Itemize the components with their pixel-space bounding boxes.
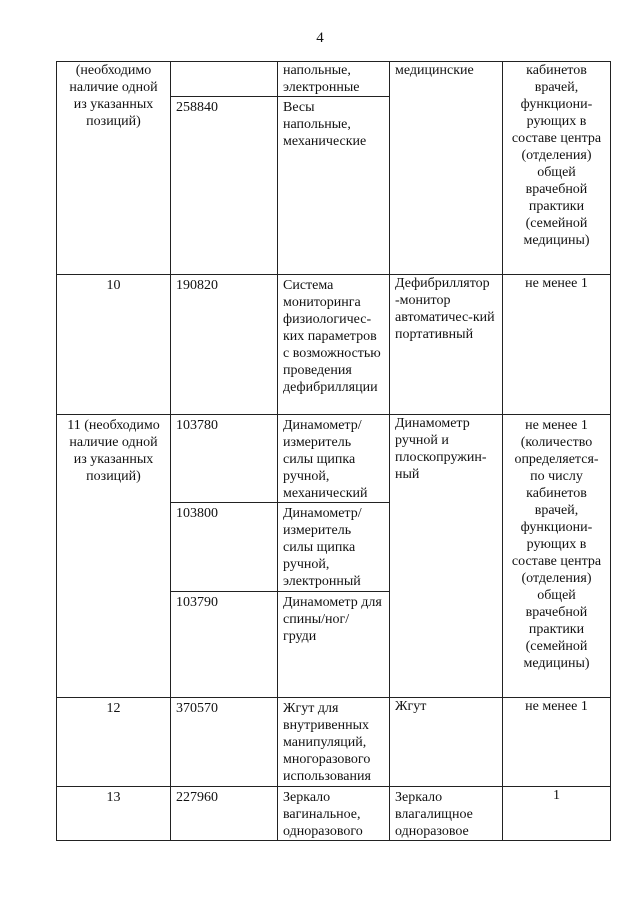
row-number-cell: 10 <box>57 275 171 415</box>
name-cell: Динамометр/ измеритель силы щипка ручной, электронный <box>278 503 390 592</box>
table-row <box>57 62 611 97</box>
code-cell: 258840 <box>171 97 278 275</box>
code-cell: 227960 <box>171 787 278 841</box>
equipment-table <box>56 61 611 841</box>
code-cell: 103790 <box>171 592 278 698</box>
type-cell: Жгут <box>390 698 503 787</box>
quantity-cell: кабинетов врачей, функциони-рующих в составе центра (отделения) общей врачебной практики (семейной медицины) <box>503 62 611 275</box>
name-cell: Система мониторинга физиологичес-ких параметров с возможностью проведения дефибрилляции <box>278 275 390 415</box>
code-cell <box>171 62 278 97</box>
row-number-cell: (необходимо наличие одной из указанных позиций) <box>57 62 171 275</box>
code-cell: 190820 <box>171 275 278 415</box>
code-cell: 103800 <box>171 503 278 592</box>
name-cell: напольные, электронные <box>278 62 390 97</box>
name-cell: Весы напольные, механические <box>278 97 390 275</box>
code-cell: 103780 <box>171 415 278 503</box>
row-number-cell: 12 <box>57 698 171 787</box>
type-cell: Динамометр ручной и плоскопружин-ный <box>390 415 503 698</box>
row-number-cell: 11 (необходимо наличие одной из указанных позиций) <box>57 415 171 698</box>
table-row <box>57 275 611 415</box>
name-cell: Зеркало вагинальное, одноразового <box>278 787 390 841</box>
row-number-cell: 13 <box>57 787 171 841</box>
type-cell: Зеркало влагалищное одноразовое <box>390 787 503 841</box>
quantity-cell: не менее 1 <box>503 698 611 787</box>
table-row <box>57 415 611 503</box>
type-cell: медицинские <box>390 62 503 275</box>
quantity-cell: 1 <box>503 787 611 841</box>
quantity-cell: не менее 1 <box>503 275 611 415</box>
name-cell: Жгут для внутривенных манипуляций, многоразового использования <box>278 698 390 787</box>
page-number: 4 <box>316 30 324 46</box>
code-cell: 370570 <box>171 698 278 787</box>
type-cell: Дефибриллятор -монитор автоматичес-кий портативный <box>390 275 503 415</box>
name-cell: Динамометр для спины/ног/ груди <box>278 592 390 698</box>
table-row <box>57 698 611 787</box>
name-cell: Динамометр/ измеритель силы щипка ручной, механический <box>278 415 390 503</box>
table-row <box>57 787 611 841</box>
quantity-cell: не менее 1 (количество определяется-по числу кабинетов врачей, функциони-рующих в составе центра (отделения) общей врачебной практики (семейной медицины) <box>503 415 611 698</box>
